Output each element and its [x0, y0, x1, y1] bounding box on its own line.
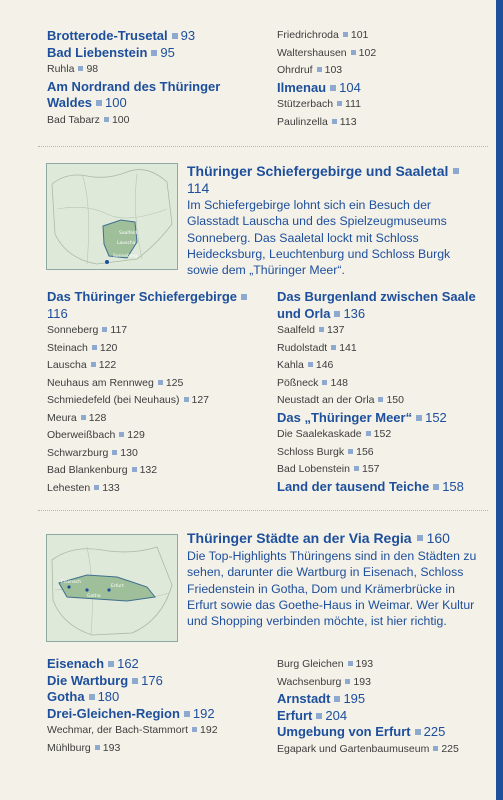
toc-entry-name: Land der tausend Teiche — [277, 478, 430, 494]
toc-entry — [277, 322, 487, 340]
bullet-square — [95, 745, 100, 750]
toc-heading-entry — [47, 289, 262, 322]
bullet-square — [322, 380, 327, 385]
toc-entry-page: 156 — [356, 445, 374, 458]
bullet-square — [453, 168, 459, 174]
bullet-square — [151, 50, 157, 56]
toc-entry-name: Bad Liebenstein — [47, 44, 148, 60]
toc-entry-name: Pößneck — [277, 376, 319, 389]
toc-entry-page: 102 — [358, 46, 377, 59]
toc-entry-page: 152 — [425, 409, 447, 425]
toc-entry-page: 150 — [386, 394, 404, 406]
toc-entry-name: Am Nordrand des Thüringer Waldes — [47, 78, 221, 110]
bullet-square — [334, 696, 340, 702]
toc-entry — [277, 426, 487, 444]
toc-entry-page: 162 — [117, 656, 139, 671]
toc-entry-name: Das Burgenland zwischen Saale und Orla — [277, 289, 476, 321]
toc-entry — [47, 480, 262, 498]
bullet-square — [366, 431, 371, 436]
toc-entry-name: Gotha — [47, 689, 85, 704]
toc-entry-page: 95 — [160, 44, 175, 60]
toc-entry-page: 93 — [180, 28, 196, 43]
toc-entry-name: Wachsenburg — [277, 675, 342, 688]
toc-entry-name: Saalfeld — [277, 324, 315, 336]
toc-entry-name: Arnstadt — [277, 691, 331, 706]
toc-entry-page: 148 — [330, 376, 348, 389]
toc-entry-name: Die Wartburg — [47, 672, 129, 688]
toc-entry-name: Meura — [47, 411, 77, 424]
bullet-square — [378, 397, 383, 402]
toc-entry-name: Stützerbach — [277, 98, 334, 110]
bullet-square — [78, 66, 83, 71]
bullet-square — [96, 100, 102, 106]
bullet-square — [331, 345, 336, 350]
toc-entry-page: 141 — [339, 341, 357, 354]
bullet-square — [81, 415, 86, 420]
toc-entry-page: 192 — [200, 724, 218, 736]
toc-entry — [277, 357, 487, 375]
toc-entry — [47, 322, 262, 340]
section1-right-column — [277, 27, 482, 131]
map-label-sonneberg: Sonneberg — [113, 254, 138, 259]
bullet-square — [132, 467, 137, 472]
toc-entry — [277, 461, 487, 479]
toc-entry-name: Egapark und Gartenbaumuseum — [277, 742, 430, 755]
toc-entry-page: 133 — [102, 481, 120, 494]
toc-entry-page: 152 — [373, 428, 392, 440]
bullet-square — [308, 362, 313, 367]
toc-entry-name: Rudolstadt — [277, 341, 328, 354]
toc-entry-page: 98 — [86, 63, 99, 75]
toc-entry-page: 120 — [99, 341, 118, 354]
bullet-square — [332, 119, 337, 124]
toc-entry-page: 195 — [343, 691, 366, 706]
toc-entry-page: 176 — [141, 672, 163, 688]
bullet-square — [433, 484, 439, 490]
bullet-square — [433, 746, 438, 751]
toc-entry — [277, 444, 487, 462]
toc-entry — [47, 392, 262, 410]
toc-entry-page: 125 — [165, 376, 184, 389]
bullet-square — [184, 397, 189, 402]
bullet-square — [416, 415, 422, 421]
section2-title-page: 114 — [187, 180, 210, 196]
bullet-square — [417, 535, 423, 541]
toc-entry-name: Schloss Burgk — [277, 445, 345, 458]
toc-entry-page: 180 — [97, 689, 120, 704]
map-label-erfurt: Erfurt — [111, 584, 124, 589]
toc-entry-page: 104 — [339, 79, 361, 95]
toc-entry — [47, 375, 262, 393]
toc-entry-page: 193 — [353, 675, 371, 688]
toc-entry-page: 193 — [102, 741, 121, 754]
toc-entry-page: 117 — [110, 324, 128, 336]
toc-heading-entry — [47, 706, 262, 723]
bullet-square — [172, 33, 178, 39]
section2-left-column — [47, 289, 262, 497]
section3-left-column — [47, 656, 262, 757]
bullet-square — [345, 679, 350, 684]
toc-entry-name: Wechmar, der Bach-Stammort — [47, 724, 189, 736]
toc-entry — [277, 62, 482, 80]
section2-title — [187, 163, 477, 197]
bullet-square — [316, 713, 322, 719]
bullet-square — [119, 432, 124, 437]
toc-entry-page: 158 — [442, 478, 464, 494]
toc-heading-entry — [47, 28, 259, 45]
map-via-regia — [46, 534, 178, 642]
toc-entry-page: 204 — [325, 707, 348, 723]
section2-description: Im Schiefergebirge lohnt sich ein Besuch der Glasstadt Lauscha und des Spielzeugmuseums Sonneberg. Das Saaletal lockt mit Schloss Heidecksburg, Leuchtenburg und Schloss Burgk sowie dem „Thüringer Meer“. — [187, 198, 451, 278]
toc-entry-name: Brotterode-Trusetal — [47, 28, 168, 43]
toc-entry-page: 113 — [339, 115, 357, 128]
toc-entry — [47, 112, 259, 130]
toc-entry-name: Das Thüringer Schiefergebirge — [47, 289, 237, 304]
toc-entry-name: Die Saalekaskade — [277, 428, 362, 440]
toc-entry-page: 129 — [127, 429, 145, 441]
page-edge-strip — [496, 0, 503, 800]
toc-entry-name: Sonneberg — [47, 324, 99, 336]
toc-entry-page: 111 — [345, 98, 362, 110]
toc-heading-entry — [47, 79, 259, 112]
toc-heading-entry — [277, 289, 487, 322]
toc-entry-name: Schmiedefeld (bei Neuhaus) — [47, 394, 180, 406]
section3-description: Die Top-Highlights Thüringens sind in den Städten zu sehen, darunter die Wartburg in Eisenach, Schloss Friedenstein in Gotha, Dom und Krämerbrücke in Erfurt sowie das Goethe-Haus in Weimar. Wer Kultur und Shopping verbinden möchte, ist hier richtig. — [187, 549, 477, 629]
bullet-square — [102, 327, 107, 332]
toc-entry-name: Erfurt — [277, 707, 313, 723]
toc-entry-name: Burg Gleichen — [277, 658, 344, 670]
toc-entry-page: 136 — [343, 305, 366, 321]
toc-entry — [47, 445, 262, 463]
separator — [38, 510, 488, 512]
toc-entry — [47, 357, 262, 375]
section1-left-column — [47, 28, 259, 129]
toc-entry-name: Steinach — [47, 341, 88, 354]
bullet-square — [351, 50, 356, 55]
toc-entry-page: 225 — [423, 724, 446, 739]
toc-entry-name: Schwarzburg — [47, 446, 109, 459]
toc-entry — [47, 722, 262, 740]
toc-heading-entry — [47, 673, 262, 690]
bullet-square — [319, 327, 324, 332]
toc-entry-name: Kahla — [277, 359, 304, 371]
toc-entry — [47, 410, 262, 428]
toc-entry-page: 137 — [326, 324, 345, 336]
bullet-square — [415, 729, 421, 735]
toc-entry — [277, 340, 487, 358]
toc-entry — [277, 656, 487, 674]
toc-entry-name: Neustadt an der Orla — [277, 394, 375, 406]
toc-heading-entry — [47, 689, 262, 706]
toc-entry — [277, 375, 487, 393]
toc-heading-entry — [277, 410, 487, 427]
toc-entry-name: Friedrichroda — [277, 29, 339, 41]
map-label-eisenach: Eisenach — [61, 580, 82, 585]
toc-entry-page: 103 — [324, 64, 343, 76]
bullet-square — [132, 678, 138, 684]
toc-entry-page: 101 — [350, 29, 369, 41]
section2-right-column — [277, 289, 487, 495]
toc-entry-page: 116 — [47, 305, 68, 321]
toc-heading-entry — [47, 45, 259, 62]
toc-entry-name: Bad Lobenstein — [277, 463, 350, 475]
toc-heading-entry — [277, 80, 482, 97]
toc-entry — [47, 427, 262, 445]
bullet-square — [92, 345, 97, 350]
bullet-square — [184, 711, 190, 717]
toc-heading-entry — [47, 656, 262, 673]
toc-entry-name: Bad Tabarz — [47, 113, 100, 126]
bullet-square — [343, 32, 348, 37]
toc-entry-page: 100 — [105, 95, 127, 110]
toc-entry-name: Umgebung von Erfurt — [277, 724, 411, 739]
toc-heading-entry — [277, 479, 487, 496]
section2-title-text: Thüringer Schiefergebirge und Saaletal — [187, 163, 449, 179]
toc-entry-page: 122 — [98, 359, 117, 371]
toc-entry-name: Waltershausen — [277, 46, 347, 59]
toc-entry-page: 127 — [191, 394, 210, 406]
toc-entry — [47, 340, 262, 358]
toc-heading-entry — [277, 691, 487, 708]
toc-entry-page: 157 — [361, 463, 380, 475]
bullet-square — [104, 117, 109, 122]
toc-entry — [277, 114, 482, 132]
toc-entry-name: Oberweißbach — [47, 429, 116, 441]
bullet-square — [192, 727, 197, 732]
map-label-saalfeld: Saalfeld — [119, 231, 138, 236]
toc-entry — [277, 96, 482, 114]
toc-entry-page: 128 — [88, 411, 107, 424]
toc-entry — [47, 740, 262, 758]
toc-entry-name: Das „Thüringer Meer“ — [277, 409, 413, 425]
toc-heading-entry — [277, 724, 487, 741]
section3-title-page: 160 — [426, 530, 450, 546]
toc-entry-name: Lehesten — [47, 481, 91, 494]
toc-entry-name: Drei-Gleichen-Region — [47, 705, 180, 721]
toc-entry-name: Ilmenau — [277, 79, 327, 95]
map-label-lauscha: Lauscha — [117, 241, 136, 246]
toc-entry-name: Neuhaus am Rennweg — [47, 376, 154, 389]
toc-entry-page: 193 — [355, 658, 374, 670]
toc-entry — [47, 61, 259, 79]
bullet-square — [348, 661, 353, 666]
bullet-square — [94, 485, 99, 490]
toc-entry — [277, 674, 487, 692]
bullet-square — [158, 380, 163, 385]
toc-entry — [277, 741, 487, 759]
toc-entry-page: 146 — [315, 359, 334, 371]
bullet-square — [112, 450, 117, 455]
toc-entry-name: Lauscha — [47, 359, 87, 371]
section3-title-text: Thüringer Städte an der Via Regia — [187, 530, 412, 546]
toc-entry-name: Eisenach — [47, 656, 105, 671]
separator — [38, 146, 488, 148]
section3-right-column — [277, 656, 487, 758]
toc-entry-name: Mühlburg — [47, 741, 91, 754]
toc-entry — [277, 392, 487, 410]
bullet-square — [334, 311, 340, 317]
toc-entry-name: Ruhla — [47, 63, 75, 75]
toc-entry-page: 130 — [120, 446, 138, 459]
toc-entry-page: 132 — [139, 464, 158, 476]
bullet-square — [89, 694, 95, 700]
toc-entry-name: Paulinzella — [277, 115, 328, 128]
bullet-square — [317, 67, 322, 72]
toc-entry-page: 225 — [441, 742, 459, 755]
toc-entry — [47, 462, 262, 480]
map-schiefergebirge — [46, 163, 178, 270]
toc-entry-page: 100 — [111, 113, 130, 126]
toc-entry — [277, 45, 482, 63]
toc-entry — [277, 27, 482, 45]
bullet-square — [354, 466, 359, 471]
bullet-square — [108, 661, 114, 667]
bullet-square — [348, 449, 353, 454]
bullet-square — [330, 85, 336, 91]
toc-heading-entry — [277, 708, 487, 725]
section3-title — [187, 530, 482, 547]
toc-entry-name: Ohrdruf — [277, 64, 313, 76]
bullet-square — [337, 101, 342, 106]
toc-entry-name: Bad Blankenburg — [47, 464, 128, 476]
map-label-gotha: Gotha — [87, 594, 101, 599]
bullet-square — [241, 294, 247, 300]
bullet-square — [91, 362, 96, 367]
toc-entry-page: 192 — [192, 705, 215, 721]
